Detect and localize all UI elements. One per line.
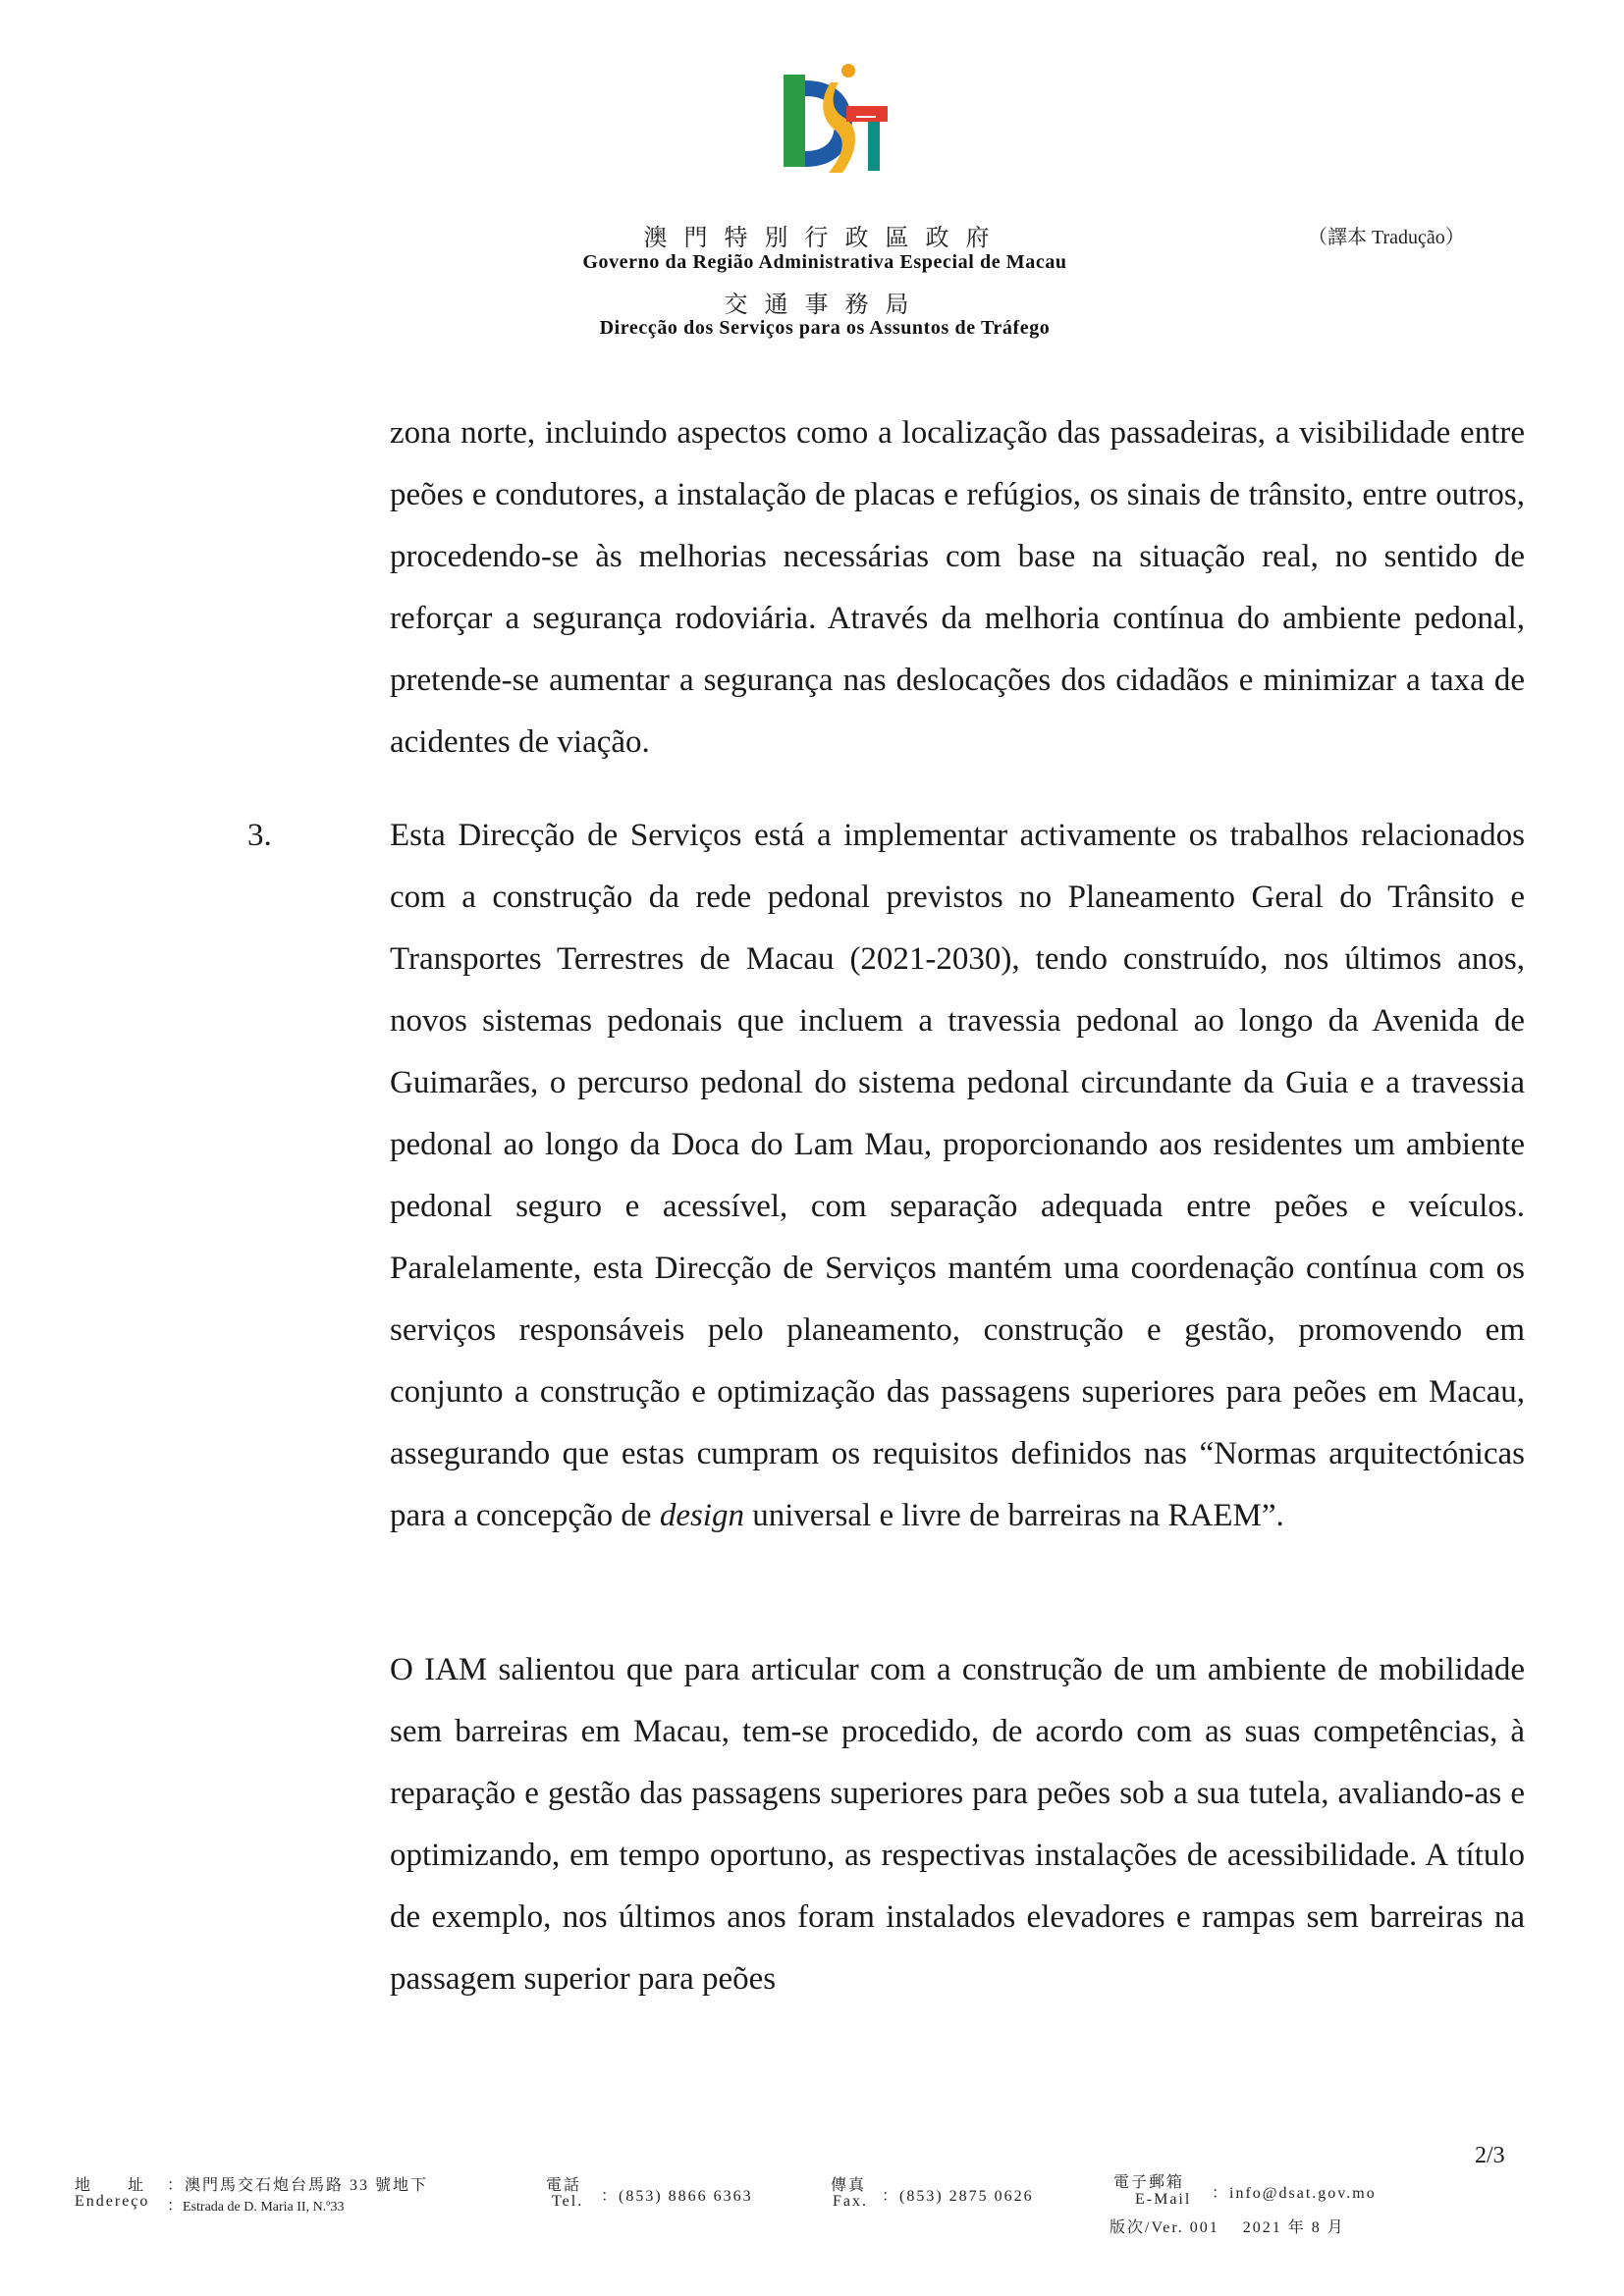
address-label-pt: Endereço [75,2193,150,2210]
email-value: ：info@dsat.gov.mo [1212,2185,1377,2202]
address-cn: ：澳門馬交石炮台馬路 33 號地下 [167,2177,429,2194]
fax-value: ：(853) 2875 0626 [882,2188,1034,2205]
address-pt-colon: ： [167,2198,184,2215]
dept-name-chinese: 交通事務局 [724,293,926,318]
dsat-logo [766,57,893,185]
item-number: 3. [247,818,272,853]
org-name-chinese: 澳門特別行政區政府 [643,226,1006,251]
fax-label-pt: Fax. [833,2193,868,2210]
translation-label: （譯本 Tradução） [1308,227,1465,248]
page-number: 2/3 [1475,2143,1505,2168]
fax-label-cn: 傳真 [831,2177,867,2194]
tel-label-cn: 電話 [546,2177,582,2194]
italic-term: design [659,1498,744,1533]
paragraph-iam: O IAM salientou que para articular com a construção de um ambiente de mobilidade sem barreiras em Macau, tem-se procedido, de acordo com as suas competências, à reparação e gestão das passagens superiores para peões sob a sua tutela, avaliando-as e optimizando, em tempo oportuno, as respectivas instalações de acessibilidade. A título de exemplo, nos últimos anos foram instalados elevadores e rampas sem barreiras na passagem superior para peões [390,1652,1525,1997]
dept-name-portuguese: Direcção dos Serviços para os Assuntos de Tráfego [599,317,1051,339]
paragraph-item-3-text-a: Esta Direcção de Serviços está a implementar activamente os trabalhos relacionados com a construção da rede pedonal previstos no Planeamento Geral do Trânsito e Transportes Terrestres de Macau (2021-2030), tendo construído, nos últimos anos, novos sistemas pedonais que incluem a travessia pedonal ao longo da Avenida de Guimarães, o percurso pedonal do sistema pedonal circundante da Guia e a travessia pedonal ao longo da Doca do Lam Mau, proporcionando aos residentes um ambiente pedonal seguro e acessível, com separação adequada entre peões e veículos. Paralelamente, esta Direcção de Serviços mantém uma coordenação contínua com os serviços responsáveis pelo planeamento, construção e gestão, promovendo em conjunto a construção e optimização das passagens superiores para peões em Macau, assegurando que estas cumpram os requisitos definidos nas “Normas arquitectónicas para a concepção de [390,818,1525,1533]
email-label-pt: E-Mail [1135,2191,1192,2208]
paragraph-continuation: zona norte, incluindo aspectos como a localização das passadeiras, a visibilidade entre peões e condutores, a instalação de placas e refúgios, os sinais de trânsito, entre outros, procedendo-se às melhorias necessárias com base na situação real, no sentido de reforçar a segurança rodoviária. Através da melhoria contínua do ambiente pedonal, pretende-se aumentar a segurança nas deslocações dos cidadãos e minimizar a taxa de acidentes de viação. [390,415,1525,760]
version-info: 版次/Ver. 001 2021 年 8 月 [1110,2219,1345,2236]
paragraph-item-3 [390,805,1525,1547]
org-name-portuguese: Governo da Região Administrativa Especial de Macau [582,251,1067,273]
address-pt: Estrada de D. Maria II, N.º33 [183,2200,345,2215]
email-label-cn: 電子郵箱 [1113,2174,1185,2191]
tel-value: ：(853) 8866 6363 [601,2188,753,2205]
address-label-cn: 地 址 [75,2177,146,2194]
address-pt-line [167,2193,345,2216]
paragraph-item-3-text-b: universal e livre de barreiras na RAEM”. [743,1498,1284,1533]
tel-label-pt: Tel. [552,2193,584,2210]
